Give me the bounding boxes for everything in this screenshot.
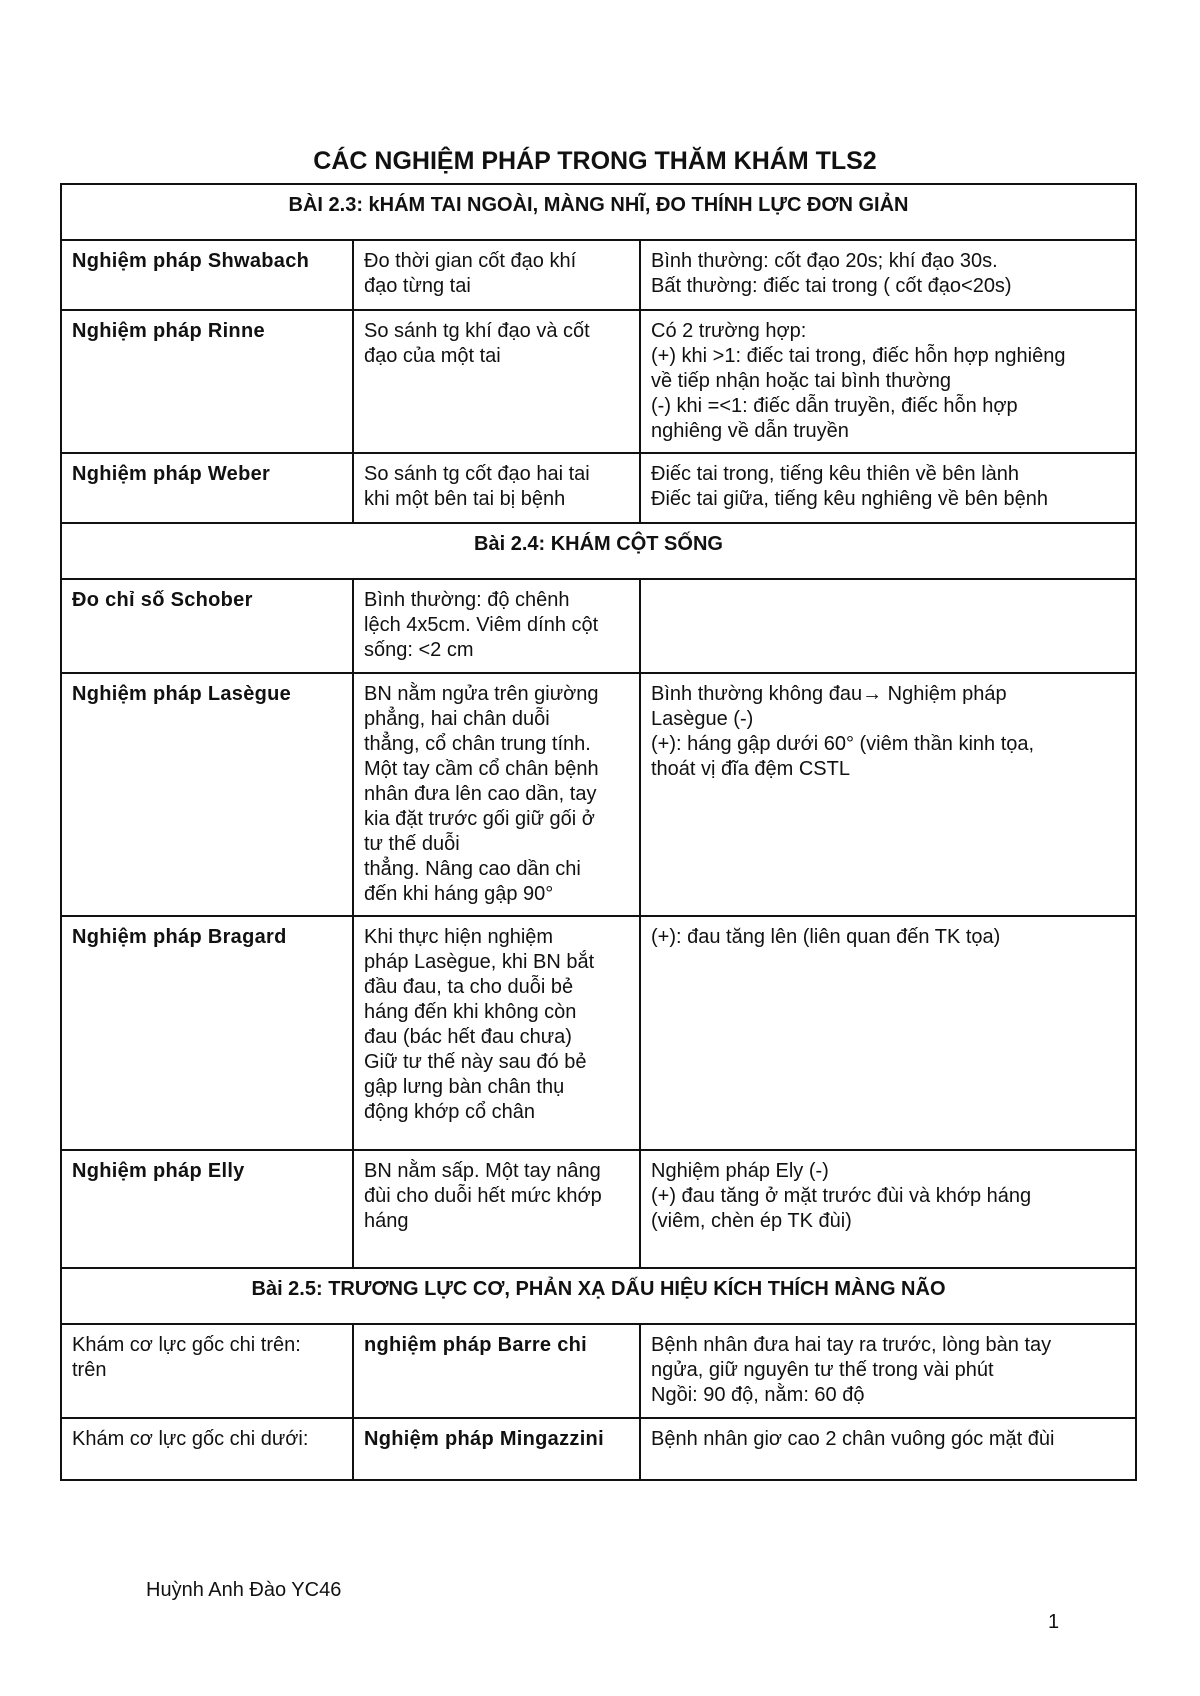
method-cell bbox=[353, 1324, 640, 1418]
method-cell bbox=[353, 453, 640, 523]
table-row bbox=[61, 1150, 1136, 1268]
test-name-cell: Nghiệm pháp Weber bbox=[61, 453, 353, 523]
method-line: háng bbox=[364, 1210, 409, 1232]
result-cell bbox=[640, 1418, 1136, 1480]
table-row bbox=[61, 916, 1136, 1150]
result-line: (+): đau tăng lên (liên quan đến TK tọa) bbox=[651, 926, 1001, 948]
result-cell bbox=[640, 1150, 1136, 1268]
method-line: đạo của một tai bbox=[364, 345, 501, 367]
result-line: ngửa, giữ nguyên tư thế trong vài phút bbox=[651, 1359, 994, 1381]
result-line: Ngồi: 90 độ, nằm: 60 độ bbox=[651, 1384, 865, 1406]
table-row bbox=[61, 240, 1136, 310]
table-row bbox=[61, 579, 1136, 673]
result-cell bbox=[640, 1324, 1136, 1418]
method-line: đạo từng tai bbox=[364, 275, 471, 297]
result-line: (+) khi >1: điếc tai trong, điếc hỗn hợp nghiêng bbox=[651, 345, 1066, 367]
method-line: động khớp cổ chân bbox=[364, 1101, 536, 1123]
result-cell bbox=[640, 453, 1136, 523]
result-cell bbox=[640, 916, 1136, 1150]
result-line: Nghiệm pháp Ely (-) bbox=[651, 1160, 829, 1182]
section-heading: Bài 2.4: KHÁM CỘT SỐNG bbox=[61, 523, 1136, 579]
method-line: kia đặt trước gối giữ gối ở bbox=[364, 808, 595, 830]
exam-tests-table bbox=[60, 183, 1137, 1481]
method-line: nghiệm pháp Barre chi bbox=[364, 1334, 588, 1356]
section-heading-row bbox=[61, 184, 1136, 240]
footer-author: Huỳnh Anh Đào YC46 bbox=[146, 1579, 342, 1601]
table-row bbox=[61, 453, 1136, 523]
method-line: BN nằm sấp. Một tay nâng bbox=[364, 1160, 601, 1182]
method-line: khi một bên tai bị bệnh bbox=[364, 488, 566, 510]
result-line: Bình thường không đau→ Nghiệm pháp bbox=[651, 683, 1007, 705]
result-line: Điếc tai trong, tiếng kêu thiên về bên lành bbox=[651, 463, 1020, 485]
method-line: Nghiệm pháp Mingazzini bbox=[364, 1428, 604, 1450]
result-line: Bệnh nhân giơ cao 2 chân vuông góc mặt đùi bbox=[651, 1428, 1055, 1450]
method-line: gập lưng bàn chân thụ bbox=[364, 1076, 565, 1098]
table-row bbox=[61, 310, 1136, 453]
result-line: (viêm, chèn ép TK đùi) bbox=[651, 1210, 852, 1232]
method-line: Khi thực hiện nghiệm bbox=[364, 926, 554, 948]
method-line: tư thế duỗi bbox=[364, 833, 460, 855]
section-heading-row bbox=[61, 523, 1136, 579]
test-name-cell: Nghiệm pháp Bragard bbox=[61, 916, 353, 1150]
method-line: phẳng, hai chân duỗi bbox=[364, 708, 550, 730]
page-number: 1 bbox=[1048, 1611, 1060, 1633]
result-line: Có 2 trường hợp: bbox=[651, 320, 807, 342]
result-line: (-) khi =<1: điếc dẫn truyền, điếc hỗn hợp bbox=[651, 395, 1018, 417]
method-line: So sánh tg cốt đạo hai tai bbox=[364, 463, 590, 485]
method-line: lệch 4x5cm. Viêm dính cột bbox=[364, 614, 599, 636]
test-name-cell: Nghiệm pháp Lasègue bbox=[61, 673, 353, 916]
method-cell bbox=[353, 240, 640, 310]
method-line: đùi cho duỗi hết mức khớp bbox=[364, 1185, 602, 1207]
method-line: Giữ tư thế này sau đó bẻ bbox=[364, 1051, 587, 1073]
result-line: Bệnh nhân đưa hai tay ra trước, lòng bàn tay bbox=[651, 1334, 1052, 1356]
test-name-cell: Nghiệm pháp Shwabach bbox=[61, 240, 353, 310]
result-line: nghiêng về dẫn truyền bbox=[651, 420, 849, 442]
section-heading: Bài 2.5: TRƯƠNG LỰC CƠ, PHẢN XẠ DẤU HIỆU KÍCH THÍCH MÀNG NÃO bbox=[61, 1268, 1136, 1324]
test-name-cell: Nghiệm pháp Rinne bbox=[61, 310, 353, 453]
result-line: (+) đau tăng ở mặt trước đùi và khớp háng bbox=[651, 1185, 1032, 1207]
result-line: thoát vị đĩa đệm CSTL bbox=[651, 758, 850, 780]
result-line: Lasègue (-) bbox=[651, 708, 754, 730]
result-line: Bất thường: điếc tai trong ( cốt đạo<20s) bbox=[651, 275, 1012, 297]
method-cell bbox=[353, 1150, 640, 1268]
method-cell bbox=[353, 673, 640, 916]
method-cell bbox=[353, 310, 640, 453]
result-cell bbox=[640, 673, 1136, 916]
result-line: Điếc tai giữa, tiếng kêu nghiêng về bên bệnh bbox=[651, 488, 1049, 510]
method-line: thẳng, cổ chân trung tính. bbox=[364, 733, 591, 755]
cell-line: trên bbox=[72, 1359, 107, 1381]
page-title: CÁC NGHIỆM PHÁP TRONG THĂM KHÁM TLS2 bbox=[313, 147, 877, 175]
method-line: háng đến khi không còn bbox=[364, 1001, 577, 1023]
test-name-cell bbox=[61, 1324, 353, 1418]
result-cell bbox=[640, 579, 1136, 673]
test-name-cell: Khám cơ lực gốc chi dưới: bbox=[61, 1418, 353, 1480]
method-line: đến khi háng gập 90° bbox=[364, 883, 554, 905]
test-name-cell: Đo chỉ số Schober bbox=[61, 579, 353, 673]
result-cell bbox=[640, 240, 1136, 310]
result-cell bbox=[640, 310, 1136, 453]
table-row bbox=[61, 673, 1136, 916]
test-name-cell: Nghiệm pháp Elly bbox=[61, 1150, 353, 1268]
method-line: Đo thời gian cốt đạo khí bbox=[364, 250, 577, 272]
section-heading-row bbox=[61, 1268, 1136, 1324]
method-line: So sánh tg khí đạo và cốt bbox=[364, 320, 590, 342]
table-row bbox=[61, 1418, 1136, 1480]
method-line: Một tay cầm cổ chân bệnh bbox=[364, 758, 599, 780]
method-line: pháp Lasègue, khi BN bắt bbox=[364, 951, 595, 973]
method-line: đầu đau, ta cho duỗi bẻ bbox=[364, 976, 574, 998]
method-line: nhân đưa lên cao dần, tay bbox=[364, 783, 597, 805]
method-cell bbox=[353, 916, 640, 1150]
method-line: thẳng. Nâng cao dần chi bbox=[364, 858, 581, 880]
method-line: BN nằm ngửa trên giường bbox=[364, 683, 599, 705]
method-line: sống: <2 cm bbox=[364, 639, 474, 661]
result-line: về tiếp nhận hoặc tai bình thường bbox=[651, 370, 952, 392]
method-cell bbox=[353, 1418, 640, 1480]
method-line: đau (bác hết đau chưa) bbox=[364, 1026, 572, 1048]
section-heading: BÀI 2.3: kHÁM TAI NGOÀI, MÀNG NHĨ, ĐO THÍNH LỰC ĐƠN GIẢN bbox=[61, 184, 1136, 240]
method-cell bbox=[353, 579, 640, 673]
table-row bbox=[61, 1324, 1136, 1418]
result-line: (+): háng gập dưới 60° (viêm thần kinh tọa, bbox=[651, 733, 1035, 755]
method-line: Bình thường: độ chênh bbox=[364, 589, 570, 611]
cell-line: Khám cơ lực gốc chi trên: bbox=[72, 1334, 301, 1356]
result-line: Bình thường: cốt đạo 20s; khí đạo 30s. bbox=[651, 250, 998, 272]
